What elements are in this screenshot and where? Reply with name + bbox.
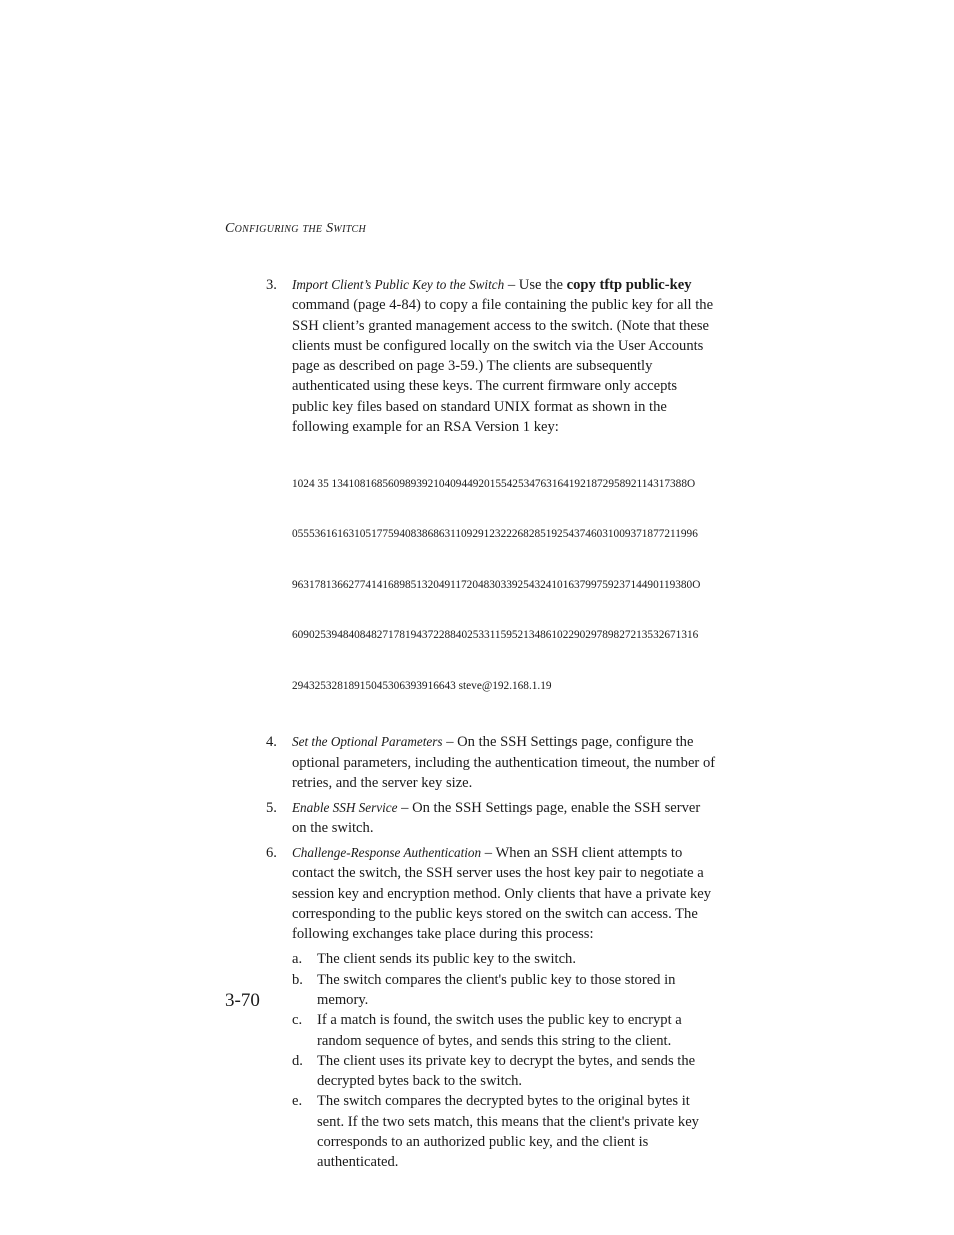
step-number: 6. [266,844,277,861]
sub-step-letter: b. [292,971,303,988]
running-header: Configuring the Switch [225,221,367,236]
sub-step-text: If a match is found, the switch uses the public key to encrypt a random sequence of bytes, and sends this string to the client. [317,1012,682,1049]
sub-step-text: The switch compares the decrypted bytes to the original bytes it sent. If the two sets match, this means that the client's private key corresponds to an authorized public key, and the client is authenticated. [317,1093,699,1171]
sub-step-letter: a. [292,951,303,968]
sub-step-a [292,949,716,969]
sub-step-e [292,1091,716,1172]
step-4 [266,732,716,793]
step-text: command (page 4-84) to copy a file containing the public key for all the SSH client’s granted management access to the switch. (Note that these clients must be configured locally on the switch via the User Accounts page as described on page 3-59.) The clients are subsequently authenticated using these keys. The current firmware only accepts public key files based on standard UNIX format as shown in the following example for an RSA Version 1 key: [292,297,714,436]
sub-step-text: The client sends its public key to the switch. [317,951,576,968]
step-3 [266,275,716,728]
step-number: 4. [266,734,277,751]
step-5 [266,798,716,839]
step-text: – On the SSH Settings page, configure the optional parameters, including the authentication timeout, the number of retries, and the server key size. [292,734,716,792]
key-line: 96317813662774141689851320491172048303392543241016379975923714490119380O [292,578,701,591]
step-text: – Use the [504,277,567,293]
key-line: 2943253281891504530639391664​3 steve@192.168.1.19 [292,679,552,692]
step-6 [266,843,716,1173]
step-title: Set the Optional Parameters [292,734,443,750]
key-line: 1024 35 134108168560989392104094492015542534763164192187295892114317388O [292,477,696,490]
public-key-example [292,442,716,728]
sub-step-d [292,1051,716,1092]
sub-step-list [292,949,716,1172]
key-line: 0555361616310517759408386863110929123222682851925437460310093718772119​96 [292,528,698,541]
step-text: – When an SSH client attempts to contact the switch, the SSH server uses the host key pair to negotiate a session key and encryption method. Only clients that have a private key corresponding to the public keys stored on the switch can access. The following exchanges take place during this process: [292,844,712,943]
sub-step-letter: c. [292,1012,303,1029]
page-content [266,275,716,1177]
sub-step-letter: d. [292,1052,303,1069]
sub-step-text: The client uses its private key to decrypt the bytes, and sends the decrypted bytes back to the switch. [317,1052,696,1090]
sub-step-text: The switch compares the client's public key to those stored in memory. [317,971,676,1008]
sub-step-c [292,1010,716,1051]
step-title: Import Client’s Public Key to the Switch [292,277,505,292]
command-text: copy tftp public-key [566,277,692,293]
step-title: Challenge-Response Authentication [292,844,482,860]
step-number: 5. [266,799,277,816]
step-title: Enable SSH Service [292,799,398,815]
sub-step-letter: e. [292,1093,303,1110]
sub-step-b [292,970,716,1011]
page-number: 3-70 [225,990,260,1011]
step-text: – On the SSH Settings page, enable the SSH server on the switch. [292,799,701,837]
key-line: 60902539484084827178194372288402533115952134861022902978982721353267131​6 [292,629,699,642]
step-number: 3. [266,277,277,293]
